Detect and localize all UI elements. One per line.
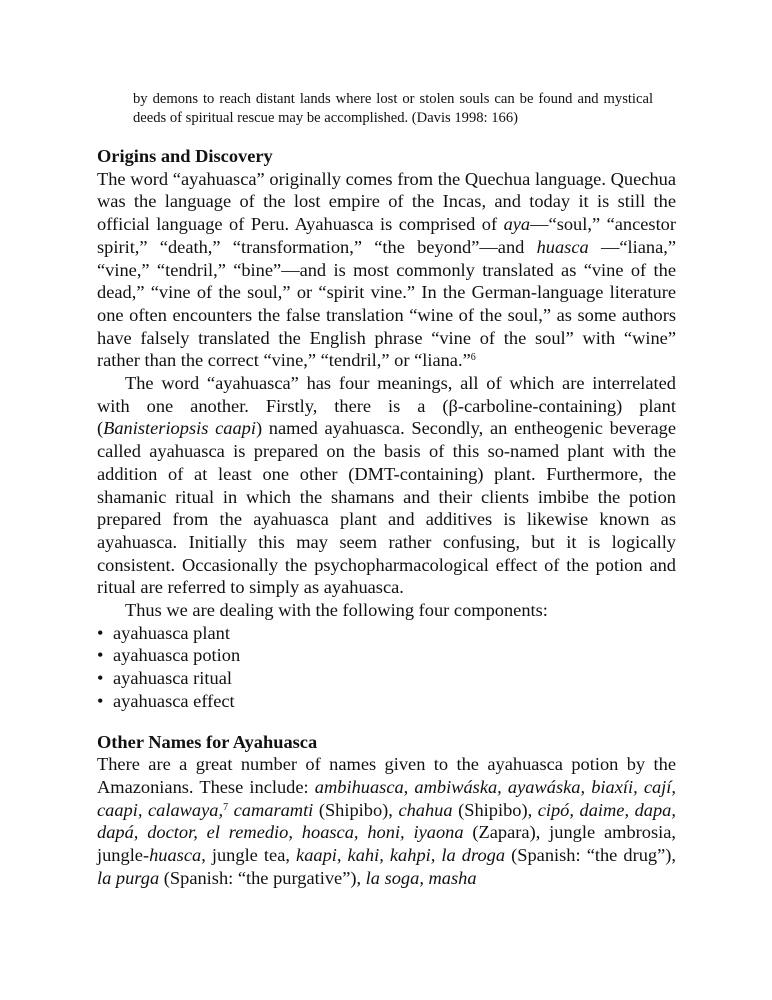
- text-run: —“soul,” “ancestor spirit,” “death,” “transformation,” “the beyond”—and: [97, 214, 676, 257]
- italic-names: la purga: [97, 867, 160, 888]
- text-run: The word “ayahuasca” originally comes from the Quechua language. Quechua was the language of the lost empire of the Incas, and today it is still the official language of Peru. Ayahuasca is comprised of: [97, 168, 676, 235]
- list-item: • ayahuasca potion: [97, 644, 676, 667]
- section-heading-other-names: Other Names for Ayahuasca: [97, 731, 318, 752]
- italic-term: huasca: [536, 236, 589, 257]
- paragraph-names: [97, 753, 676, 889]
- list-item: • ayahuasca effect: [97, 690, 676, 713]
- paragraph-meanings: [97, 372, 676, 599]
- list-item: • ayahuasca plant: [97, 622, 676, 645]
- text-run: ) named ayahuasca. Secondly, an entheogenic beverage called ayahuasca is prepared on the basis of this so-named plant with the addition of at least one other (DMT-containing) plant. Furthermore, the shamanic ritual in which the shamans and their clients imbibe the potion prepared from the ayahuasca plant and additives is likewise known as ayahuasca. Initially this may seem rather confusing, but it is logically consistent. Occasionally the psychopharmacological effect of the potion and ritual are referred to simply as ayahuasca.: [97, 418, 676, 598]
- italic-term: aya: [503, 214, 531, 235]
- section-heading-origins: Origins and Discovery: [97, 146, 273, 166]
- italic-names: kaapi, kahi, kahpi, la droga: [296, 845, 506, 866]
- text-run: (Shipibo),: [452, 799, 538, 820]
- italic-names: huasca: [149, 845, 202, 866]
- italic-names: camaramti: [233, 799, 314, 820]
- text-run: (Spanish: “the purgative”),: [159, 867, 366, 888]
- footnote-marker: 6: [470, 352, 476, 364]
- paragraph-components-intro: Thus we are dealing with the following four components:: [125, 600, 548, 621]
- quote-text: by demons to reach distant lands where lost or stolen souls can be found and mystical deeds of spiritual rescue may be accomplished. (Davis 1998: 166): [133, 91, 653, 126]
- italic-names: ambihuasca, ambiwáska, ayawáska, biaxíi, cají, caapi, calawaya,: [97, 776, 677, 820]
- text-run: The word “ayahuasca” has four meanings, all of which are interrelated with one another. Firstly, there is a (β-carboline-containing) plant (: [97, 373, 676, 439]
- text-run: , jungle tea,: [201, 845, 297, 866]
- italic-names: cipó, daime, dapa, dapá, doctor, el remedio, hoasca, honi, iyaona: [97, 799, 676, 843]
- italic-species: Banisteriopsis caapi: [103, 418, 256, 439]
- components-list: [97, 622, 676, 713]
- list-item: • ayahuasca ritual: [97, 667, 676, 690]
- text-run: (Spanish: “the drug”),: [505, 845, 676, 866]
- block-quote: [133, 90, 653, 128]
- main-text: [97, 145, 676, 890]
- text-run: —“liana,” “vine,” “tendril,” “bine”—and is most commonly translated as “vine of the dead,” “vine of the soul,” or “spirit vine.” In the German-language literature one often encounters the false translation “wine of the soul,” as some authors have falsely translated the English phrase “vine of the soul” with “wine” rather than the correct “vine,” “tendril,” or “liana.”: [97, 236, 676, 371]
- italic-names: la soga, masha: [365, 867, 477, 888]
- text-run: There are a great number of names given to the ayahuasca potion by the Amazonians. These include:: [97, 754, 676, 797]
- text-run: (Zapara), jungle ambrosia, jungle-: [97, 822, 676, 866]
- italic-names: chahua: [398, 799, 453, 820]
- footnote-marker: 7: [223, 801, 229, 813]
- text-run: (Shipibo),: [313, 799, 399, 820]
- paragraph-origins: [97, 168, 676, 372]
